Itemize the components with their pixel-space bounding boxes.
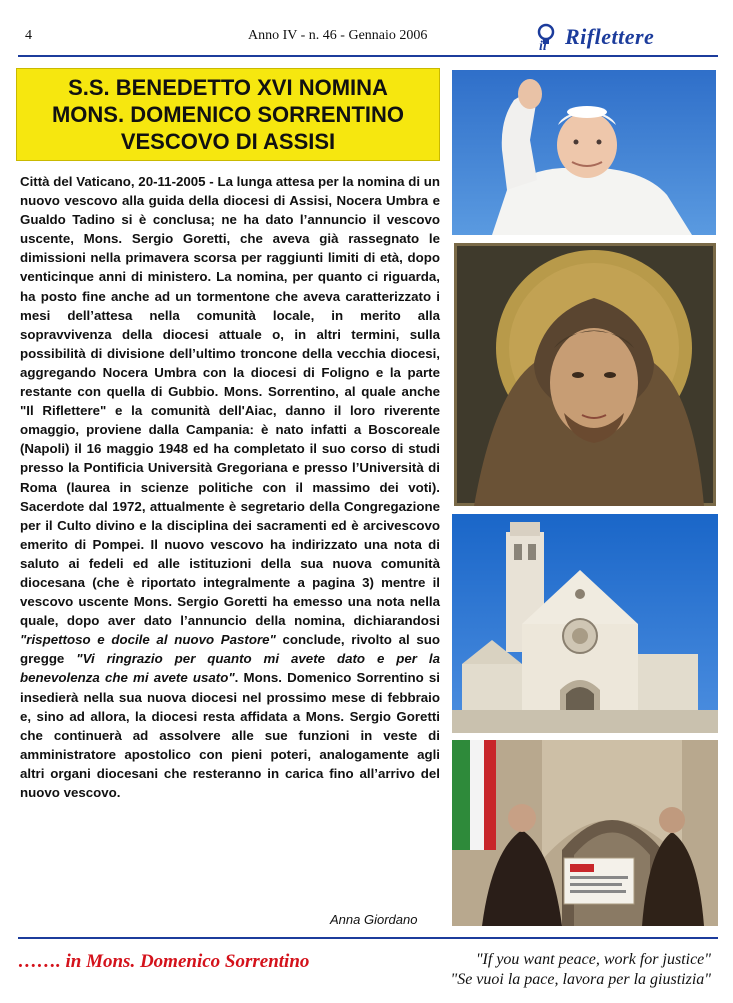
logo-text: Riflettere	[565, 24, 655, 49]
page-header	[0, 0, 733, 60]
magazine-logo	[535, 22, 715, 52]
article-author: Anna Giordano	[330, 912, 418, 927]
logo-prefix: il	[539, 39, 547, 52]
article-quote-1: "rispettoso e docile al nuovo Pastore"	[20, 632, 276, 648]
headline-line-2: MONS. DOMENICO SORRENTINO	[51, 102, 404, 127]
photo-saint-francis	[454, 243, 716, 506]
headline-line-3: VESCOVO DI ASSISI	[120, 129, 336, 154]
footer-quote-italian: "Se vuoi la pace, lavora per la giustizia"	[450, 971, 711, 988]
headline-box	[16, 68, 440, 161]
article-text-part-3: . Mons. Domenico Sorrentino si insedierà nella sua nuova diocesi nel prossimo mese di febbraio e, sino ad allora, la diocesi resta affidata a Mons. Sergio Goretti che continuerà ad assolvere alle sue funzioni in veste di amministratore apostolico con pieni poteri, analogamente agli altri organi diocesani che resteranno in carica fino all’arrivo del nuovo vescovo.	[20, 670, 440, 800]
issue-info: Anno IV - n. 46 - Gennaio 2006	[248, 28, 428, 43]
logo-lamp-icon	[535, 22, 569, 52]
header-divider	[18, 55, 718, 57]
photo-pope	[452, 70, 716, 235]
footer-divider	[18, 937, 718, 939]
photo-friars	[452, 740, 718, 926]
article-body	[20, 172, 440, 802]
page-number: 4	[25, 28, 32, 43]
footer-tagline: ……. in Mons. Domenico Sorrentino	[18, 951, 310, 972]
footer-quote-english: "If you want peace, work for justice"	[475, 951, 711, 968]
article-text-part-1: Città del Vaticano, 20-11-2005 - La lunga attesa per la nomina di un nuovo vescovo alla guida della diocesi di Assisi, Nocera Umbra e Gualdo Tadino si è conclusa; ne ha dato l’annuncio il vescovo uscente, Mons. Sergio Goretti, che aveva già rassegnato le dimissioni nella primavera scorsa per raggiunti limiti di età, dopo venticinque anni di ministero. La nomina, per quanto ci riguarda, ha posto fine anche ad un tormentone che aveva caratterizzato i mesi dell’attesa nella comunità locale, in merito alla sopravvivenza della diocesi attuale o, in altri termini, sulla possibilità di divisione dell’ultimo troncone della vecchia diocesi, aggregando Nocera Umbra con la diocesi di Foligno e la parte restante con quella di Gubbio. Mons. Sorrentino, al quale anche "Il Riflettere" e la comunità dell'Aiac, danno il loro riverente omaggio, proviene dalla Campania: è nato infatti a Boscoreale (Napoli) il 16 maggio 1948 ed ha completato il suo corso di studi presso la Pontificia Università Gregoriana e presso l’Università di Roma (laurea in scienze politiche con il massimo dei voti). Sacerdote dal 1972, attualmente è segretario della Congregazione per il Culto divino e la disciplina dei sacramenti ed è arcivescovo emerito di Pompei. Il nuovo vescovo ha indirizzato una nota di saluto ai fedeli ed alle istituzioni della sua nuova comunità diocesana (che è riportato integralmente a pagina 3) mentre il vescovo uscente Mons. Sergio Goretti ha emesso una nota nella quale, dopo aver dato l’annuncio della nomina, dichiarandosi	[20, 174, 440, 629]
headline-line-1: S.S. BENEDETTO XVI NOMINA	[68, 75, 388, 100]
article-text-part-2: conclude, rivolto al suo gregge	[20, 632, 440, 667]
footer-quote	[450, 950, 711, 990]
photo-basilica	[452, 514, 718, 733]
article-quote-2: "Vi ringrazio per quanto mi avete dato e per la benevolenza che mi avete usato"	[20, 651, 441, 686]
